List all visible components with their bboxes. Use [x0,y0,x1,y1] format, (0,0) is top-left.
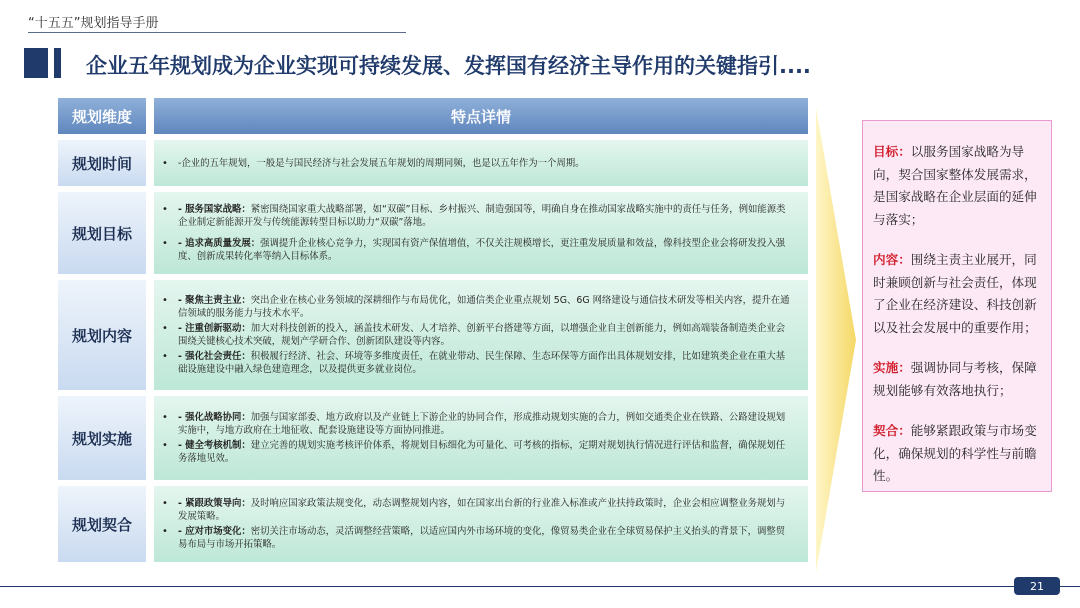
column-header-dimension: 规划维度 [58,98,146,134]
page-headline: 企业五年规划成为企业实现可持续发展、发挥国有经济主导作用的关键指引.... [86,54,811,78]
bottom-divider [0,586,1080,587]
details-cell-content [154,280,808,390]
list-item: • -企业的五年规划，一般是与国民经济与社会发展五年规划的周期同频，也是以五年作为一个周期。 [162,157,585,169]
bullet-dot-icon: • [162,498,168,509]
summary-box [862,120,1052,492]
list-item: • - 强化战略协同：加强与国家部委、地方政府以及产业链上下游企业的协同合作，形成推动规划实施的合力，例如交通类企业在铁路、公路建设规划实施中，与地方政府在土地征收、配套设施建设等方面协同推进。 [162,412,786,436]
manual-title: “十五五”规划指导手册 [28,16,159,31]
dimension-cell-alignment: 规划契合 [58,486,146,562]
summary-item-goal: 目标：以服务国家战略为导向，契合国家整体发展需求，是国家战略在企业层面的延伸与落实； [873,144,1037,227]
bullet-dot-icon: • [162,351,168,362]
details-cell-goal [154,192,808,274]
list-item: • - 紧跟政策导向：及时响应国家政策法规变化，动态调整规划内容，如在国家出台新的行业准入标准或产业扶持政策时，企业会相应调整业务规划与发展策略。 [162,498,786,522]
list-item: • - 强化社会责任：积极履行经济、社会、环境等多维度责任，在就业带动、民生保障、生态环保等方面作出具体规划安排，比如建筑类企业在重大基础设施建设中融入绿色建造理念，以及提供更多就业岗位。 [162,351,786,375]
dimension-cell-time: 规划时间 [58,140,146,186]
dimension-cell-content: 规划内容 [58,280,146,390]
bullet-dot-icon: • [162,323,168,334]
list-item: • - 聚焦主责主业：突出企业在核心业务领域的深耕细作与布局优化，如通信类企业重点规划 5G、6G 网络建设与通信技术研发等相关内容，提升在通信领域的服务能力与技术水平。 [162,295,790,319]
bullet-dot-icon: • [162,440,168,451]
details-cell-time [154,140,808,186]
bullet-dot-icon: • [162,412,168,423]
column-header-details: 特点详情 [154,98,808,134]
list-item: • - 健全考核机制：建立完善的规划实施考核评价体系，将规划目标细化为可量化、可考核的指标，定期对规划执行情况进行评估和监督，确保规划任务落地见效。 [162,440,786,464]
summary-item-implementation: 实施：强调协同与考核，保障规划能够有效落地执行； [873,360,1037,398]
header-bar-decoration [54,48,61,78]
bullet-dot-icon: • [162,526,168,537]
chevron-arrow-icon [816,108,856,572]
details-cell-implementation [154,396,808,480]
bullet-dot-icon: • [162,238,168,249]
bullet-dot-icon: • [162,295,168,306]
header-square-decoration [24,48,48,78]
dimension-cell-goal: 规划目标 [58,192,146,274]
list-item: • - 应对市场变化：密切关注市场动态，灵活调整经营策略，以适应国内外市场环境的变化，像贸易类企业在全球贸易保护主义抬头的背景下，调整贸易布局与市场开拓策略。 [162,526,786,550]
list-item: • - 追求高质量发展：强调提升企业核心竞争力，实现国有资产保值增值，不仅关注规模增长，更注重发展质量和效益，像科技型企业会将研发投入强度、创新成果转化率等纳入目标体系。 [162,238,786,262]
bullet-dot-icon: • [162,204,168,215]
dimension-cell-implementation: 规划实施 [58,396,146,480]
summary-item-alignment: 契合：能够紧跟政策与市场变化，确保规划的科学性与前瞻性。 [873,423,1037,483]
bullet-dot-icon: • [162,157,168,169]
page-number: 21 [1014,577,1060,595]
list-item: • - 注重创新驱动：加大对科技创新的投入，涵盖技术研发、人才培养、创新平台搭建等方面，以增强企业自主创新能力，例如高端装备制造类企业会围绕关键核心技术突破，规划产学研合作、创新团队建设等内容。 [162,323,786,347]
summary-item-content: 内容：围绕主责主业展开，同时兼顾创新与社会责任，体现了企业在经济建设、科技创新以及社会发展中的重要作用； [873,252,1037,335]
details-cell-alignment [154,486,808,562]
top-divider [28,32,406,33]
list-item: • - 服务国家战略：紧密围绕国家重大战略部署，如“双碳”目标、乡村振兴、制造强国等，明确自身在推动国家战略实施中的责任与任务，例如能源类企业制定新能源开发与传统能源转型目标以助力“双碳”落地。 [162,204,786,228]
